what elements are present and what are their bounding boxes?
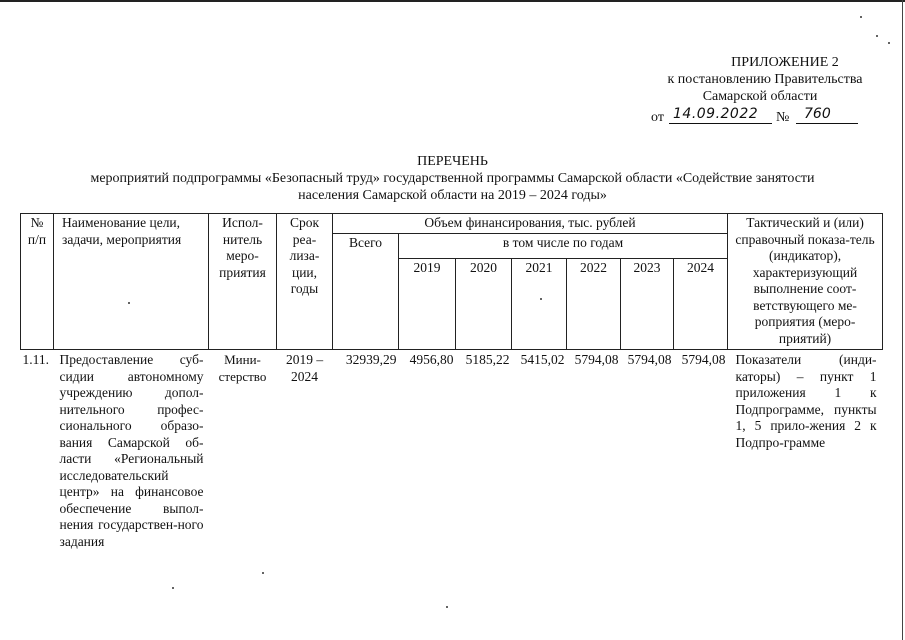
date-prefix: от [651,110,664,125]
row-term: 2019 – 2024 [285,352,324,384]
appendix-region-line: Самарской области [702,89,818,104]
header-year: 2020 [456,259,512,350]
table-row [21,350,883,569]
appendix-label: ПРИЛОЖЕНИЕ 2 [731,55,839,70]
header-year: 2023 [621,259,674,350]
header-by-year: в том числе по годам [399,234,728,259]
row-value-2022: 5794,08 [574,352,619,367]
decree-signature-line [620,106,890,126]
document-title [60,153,845,204]
decree-number-handwritten: 760 [796,106,858,124]
header-total: Всего [333,234,399,350]
row-value-2023: 5794,08 [627,352,672,367]
row-total: 32939,29 [345,352,397,367]
row-value-2024: 5794,08 [681,352,726,367]
header-funding: Объем финансирования, тыс. рублей [333,214,728,234]
title-heading: ПЕРЕЧЕНЬ [417,154,488,169]
title-subtitle-line-1: мероприятий подпрограммы «Безопасный труд» государственной программы Самарской области «Содействие занятости [90,171,815,186]
row-value-2021: 5415,02 [520,352,565,367]
header-executor: Испол-нитель меро-приятия [209,214,277,350]
appendix-decree-line: к постановлению Правительства [667,72,863,87]
measures-table [20,213,883,568]
row-value-2019: 4956,80 [409,352,454,367]
header-year: 2022 [567,259,621,350]
row-indicator: Показатели (инди-каторы) – пункт 1 приложения 1 к Подпрограмме, пункты 1, 5 прило-жения 2 к Подпро-грамме [735,352,877,450]
header-name: Наименование цели, задачи, мероприятия [54,214,209,350]
row-number: 1.11. [22,352,49,367]
title-subtitle-line-2: населения Самарской области на 2019 – 2024 годы» [298,188,607,203]
row-measure-name: Предоставление суб-сидии автономному учреждению допол-нительного профес-сионального образо-вания Самарской об-ласти «Региональный исследовательский центр» на финансовое обеспечение выпол-нения государствен-ного задания [59,352,204,549]
number-label: № [776,110,790,125]
decree-date-handwritten: 14.09.2022 [669,106,772,124]
header-num: № п/п [21,214,54,350]
header-term: Срок реа-лиза-ции, годы [277,214,333,350]
approval-block [620,54,890,126]
scan-right-edge [902,0,903,640]
header-year: 2024 [674,259,728,350]
scan-top-edge [0,0,905,2]
row-value-2020: 5185,22 [465,352,510,367]
header-year: 2021 [512,259,567,350]
row-executor: Мини-стерство [218,352,267,384]
header-indicator: Тактический и (или) справочный показа-тель (индикатор), характеризующий выполнение соот-ветствующего ме-роприятия (меро-приятий) [728,214,883,350]
header-year: 2019 [399,259,456,350]
